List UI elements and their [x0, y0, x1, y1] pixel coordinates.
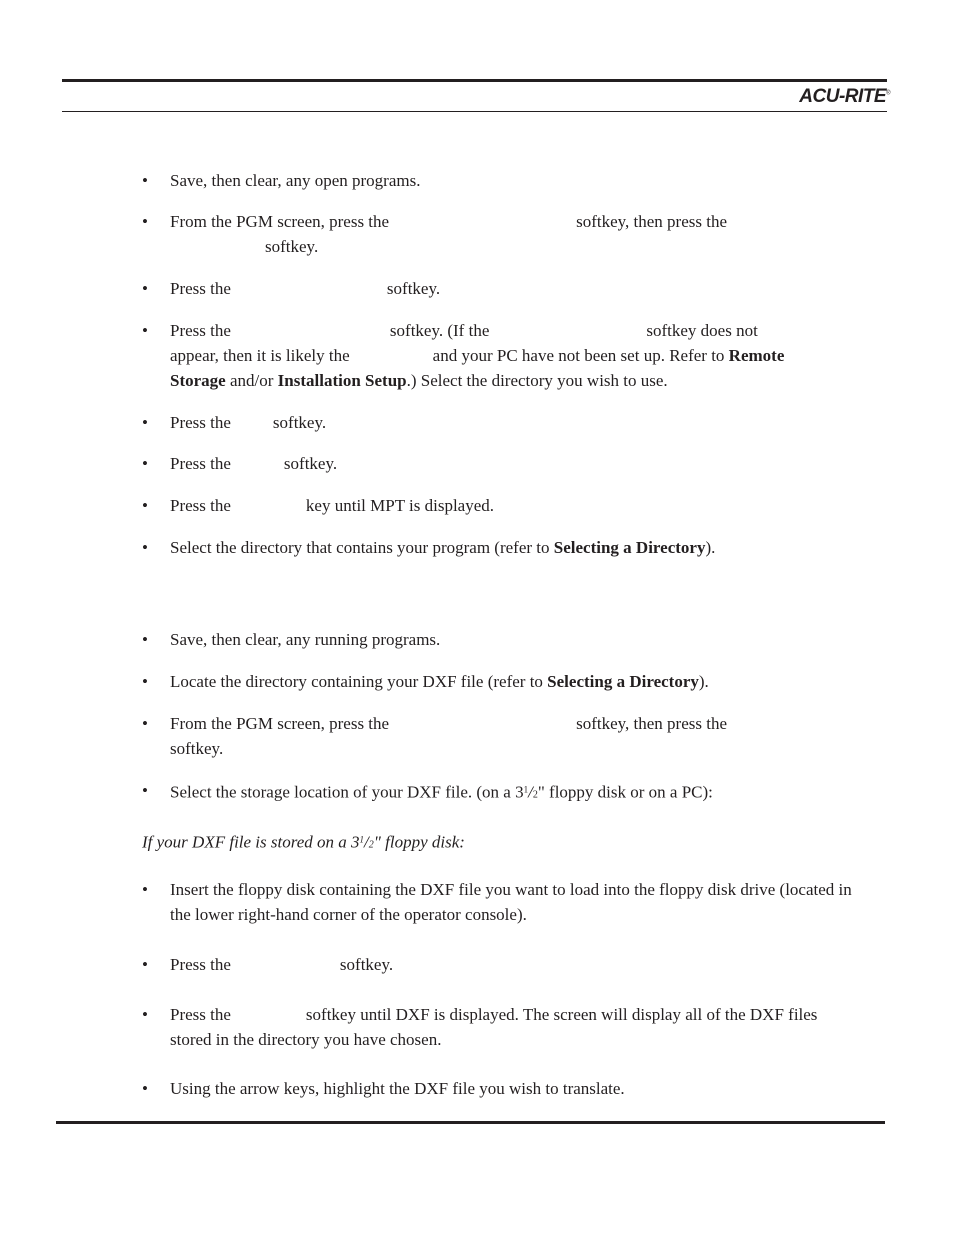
item-text: From the PGM screen, press the softkey, then press the softkey. — [170, 212, 727, 256]
list-item — [142, 168, 857, 193]
item-text: Select the directory that contains your program (refer to Selecting a Directory). — [170, 538, 716, 557]
bullet: • — [142, 630, 148, 649]
header-rule-thin — [62, 111, 887, 112]
item-text: Press the key until MPT is displayed. — [170, 496, 495, 515]
bullet: • — [142, 672, 148, 691]
list-item — [142, 627, 857, 652]
bullet: • — [142, 212, 148, 231]
header-rule-thick — [62, 79, 887, 82]
item-text: Press the softkey. — [170, 279, 441, 298]
list-item — [142, 711, 857, 761]
logo-text: ACU-RITE — [799, 86, 887, 107]
floppy-subheading: If your DXF file is stored on a $3^1/2$" floppy disk: — [142, 832, 465, 852]
list-item — [142, 778, 857, 807]
bullet: • — [142, 714, 148, 733]
list-item — [142, 410, 857, 435]
list-item — [142, 1002, 857, 1052]
item-text: Locate the directory containing your DXF file (refer to Selecting a Directory). — [170, 672, 709, 691]
bullet: • — [142, 1079, 148, 1098]
list-item — [142, 276, 857, 301]
bullet: • — [142, 454, 148, 473]
bullet: • — [142, 279, 148, 298]
item-text: Press the softkey. — [170, 955, 394, 974]
item-text: Save, then clear, any running programs. — [170, 630, 441, 649]
list-item — [142, 493, 857, 518]
list-item — [142, 318, 857, 393]
bullet: • — [142, 321, 148, 340]
list-item — [142, 535, 857, 560]
bullet: • — [142, 538, 148, 557]
item-text: Press the softkey until DXF is displayed. The screen will display all of the DXF files stored in the directory you have chosen. — [170, 1005, 818, 1049]
bullet: • — [142, 880, 148, 899]
item-text: Press the softkey. (If the softkey does not appear, then it is likely the and your PC have not been set up. Refer to Remote Storage and/or Installation Setup.) Select the directory you wish to use. — [170, 321, 785, 390]
bullet: • — [142, 171, 148, 190]
list-item — [142, 209, 857, 259]
footer-rule — [56, 1121, 885, 1124]
item-text: Press the softkey. — [170, 413, 327, 432]
list-item — [142, 952, 857, 977]
item-text: Press the softkey. — [170, 454, 338, 473]
bullet: • — [142, 1005, 148, 1024]
item-text: Select the storage location of your DXF file. (on a $3^1/2$" floppy disk or on a PC): — [170, 782, 713, 802]
list-item — [142, 877, 857, 927]
acu-rite-logo — [799, 86, 890, 108]
item-text: From the PGM screen, press the softkey, then press the softkey. — [170, 714, 727, 758]
bullet: • — [142, 781, 148, 800]
item-text: Insert the floppy disk containing the DXF file you want to load into the floppy disk drive (located in the lower right-hand corner of the operator console). — [170, 880, 852, 924]
list-item — [142, 451, 857, 476]
item-text: Save, then clear, any open programs. — [170, 171, 421, 190]
list-item — [142, 669, 857, 694]
bullet: • — [142, 413, 148, 432]
list-item — [142, 1076, 857, 1101]
item-text: Using the arrow keys, highlight the DXF file you wish to translate. — [170, 1079, 625, 1098]
bullet: • — [142, 496, 148, 515]
bullet: • — [142, 955, 148, 974]
logo-registered-mark: ® — [886, 90, 890, 97]
